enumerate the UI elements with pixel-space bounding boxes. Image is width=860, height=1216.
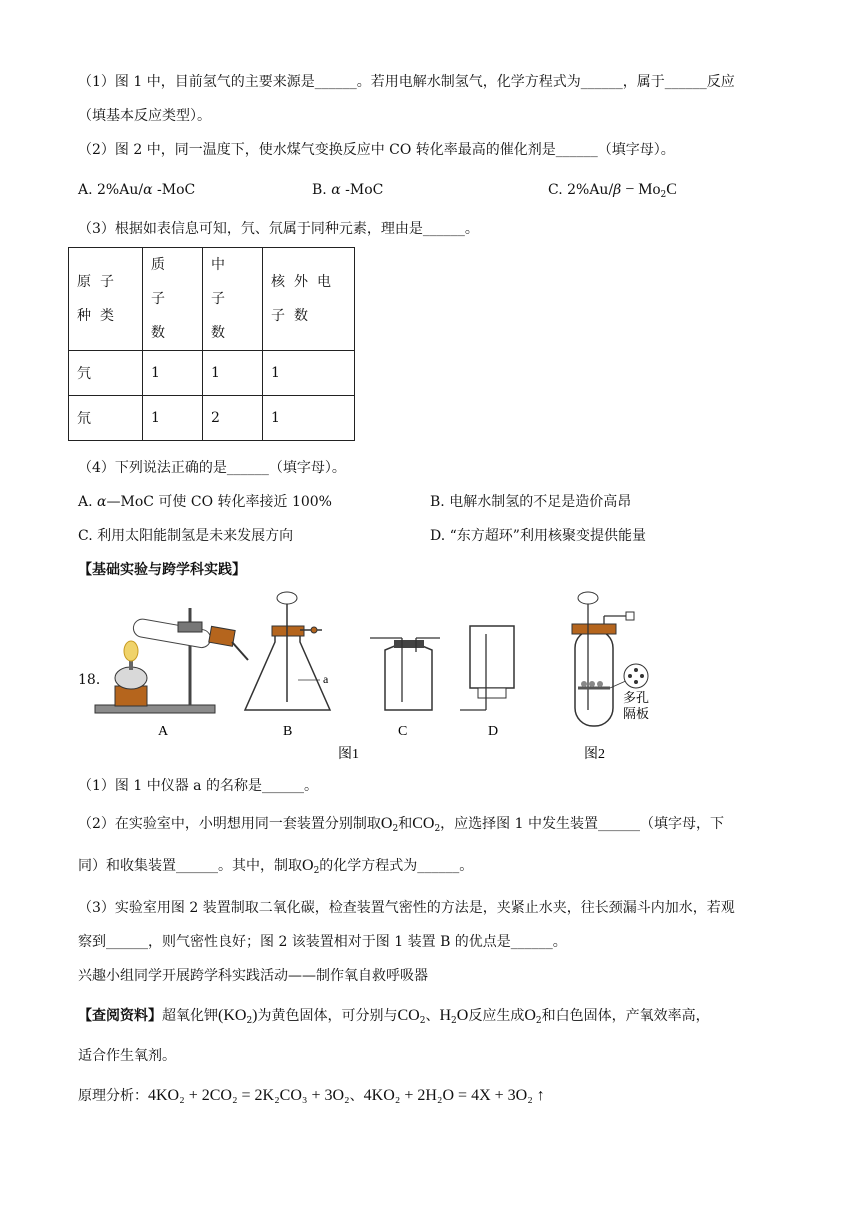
q17-part2-option-c: C. $2\%Au/\beta - Mo_2C$: [548, 181, 677, 200]
table-cell: 1: [143, 396, 203, 441]
q17-part2: （2）图 2 中，同一温度下，使水煤气变换反应中 CO 转化率最高的催化剂是______（填字母）。: [78, 142, 675, 158]
fig1-caption: 图1: [338, 747, 359, 762]
equation-2: 4KO₂ + 2H₂O = 4X + 3O₂ ↑: [363, 1087, 545, 1104]
table-header-row: [69, 248, 355, 351]
table-cell: 氘: [69, 396, 143, 441]
table-cell: 1: [263, 396, 355, 441]
table-header-cell: 中子数: [203, 248, 263, 351]
activity-intro: 兴趣小组同学开展跨学科实践活动——制作氧自救呼吸器: [78, 968, 428, 984]
table-cell: 1: [203, 351, 263, 396]
q17-part4: （4）下列说法正确的是______（填字母）。: [78, 460, 346, 476]
label-c: C: [398, 724, 408, 739]
apparatus-c: [370, 638, 440, 710]
q17-part4-option-d: D. “东方超环”利用核聚变提供能量: [430, 528, 646, 544]
equation-1: 4KO₂ + 2CO₂ = 2K₂CO₃ + 3O₂: [148, 1087, 350, 1104]
info-line1: 【查阅资料】超氧化钾$(KO_2)$为黄色固体，可分别与$CO_2$、$H_2O$反应生成$O_2$和白色固体，产氧效率高，: [78, 1007, 710, 1026]
q17-part4-option-c: C. 利用太阳能制氢是未来发展方向: [78, 528, 294, 544]
q17-part4-option-b: B. 电解水制氢的不足是造价高昂: [430, 494, 632, 510]
q17-part4-option-a: A. α—MoC 可使 CO 转化率接近 100%: [78, 494, 332, 510]
table-cell: 氕: [69, 351, 143, 396]
table-row: [69, 396, 355, 441]
q17-part2-option-a: A. 2%Au/α -MoC: [78, 182, 196, 198]
isotope-table: [68, 247, 355, 441]
apparatus-d: [460, 626, 514, 710]
table-header-cell: 质子数: [143, 248, 203, 351]
q18-part2-line2: 同）和收集装置______。其中，制取$O_2$的化学方程式为______。: [78, 857, 474, 876]
label-a: A: [158, 724, 169, 739]
table-cell: 1: [263, 351, 355, 396]
apparatus-a: [95, 608, 248, 713]
q17-part3: （3）根据如表信息可知，氕、氘属于同种元素，理由是______。: [78, 221, 479, 237]
q18-number: 18．: [78, 672, 110, 688]
table-header-cell: 核外电子数: [263, 248, 355, 351]
plate-label-2: 隔板: [623, 706, 650, 721]
section-heading: 【基础实验与跨学科实践】: [78, 562, 246, 578]
q18-part3-line2: 察到______，则气密性良好；图 2 该装置相对于图 1 装置 B 的优点是______。: [78, 934, 567, 950]
q18-part3-line1: （3）实验室用图 2 装置制取二氧化碳，检查装置气密性的方法是，夹紧止水夹，往长颈漏斗内加水，若观: [78, 900, 735, 916]
table-header-cell: 原子种类: [69, 248, 143, 351]
analysis-line: 原理分析：4KO₂ + 2CO₂ = 2K₂CO₃ + 3O₂、4KO₂ + 2H₂O = 4X + 3O₂ ↑: [78, 1087, 545, 1104]
info-line2: 适合作生氧剂。: [78, 1048, 176, 1064]
table-cell: 1: [143, 351, 203, 396]
label-part-a: a: [323, 672, 329, 686]
table-row: [69, 351, 355, 396]
apparatus-figure: [0, 590, 860, 770]
q18-part1: （1）图 1 中仪器 a 的名称是______。: [78, 778, 318, 794]
q17-part2-option-b: B. α -MoC: [312, 182, 384, 198]
table-cell: 2: [203, 396, 263, 441]
apparatus-b: [245, 592, 330, 710]
label-b: B: [283, 724, 293, 739]
fig2-caption: 图2: [584, 747, 605, 762]
q17-part1-line1: （1）图 1 中，目前氢气的主要来源是______。若用电解水制氢气，化学方程式为______，属于______反应: [78, 74, 735, 90]
q18-part2-line1: （2）在实验室中，小明想用同一套装置分别制取$O_2$和$CO_2$，应选择图 1 中发生装置______（填字母，下: [78, 815, 724, 834]
label-d: D: [488, 724, 499, 739]
q17-part1-line2: （填基本反应类型）。: [78, 108, 211, 124]
plate-label-1: 多孔: [623, 690, 650, 705]
